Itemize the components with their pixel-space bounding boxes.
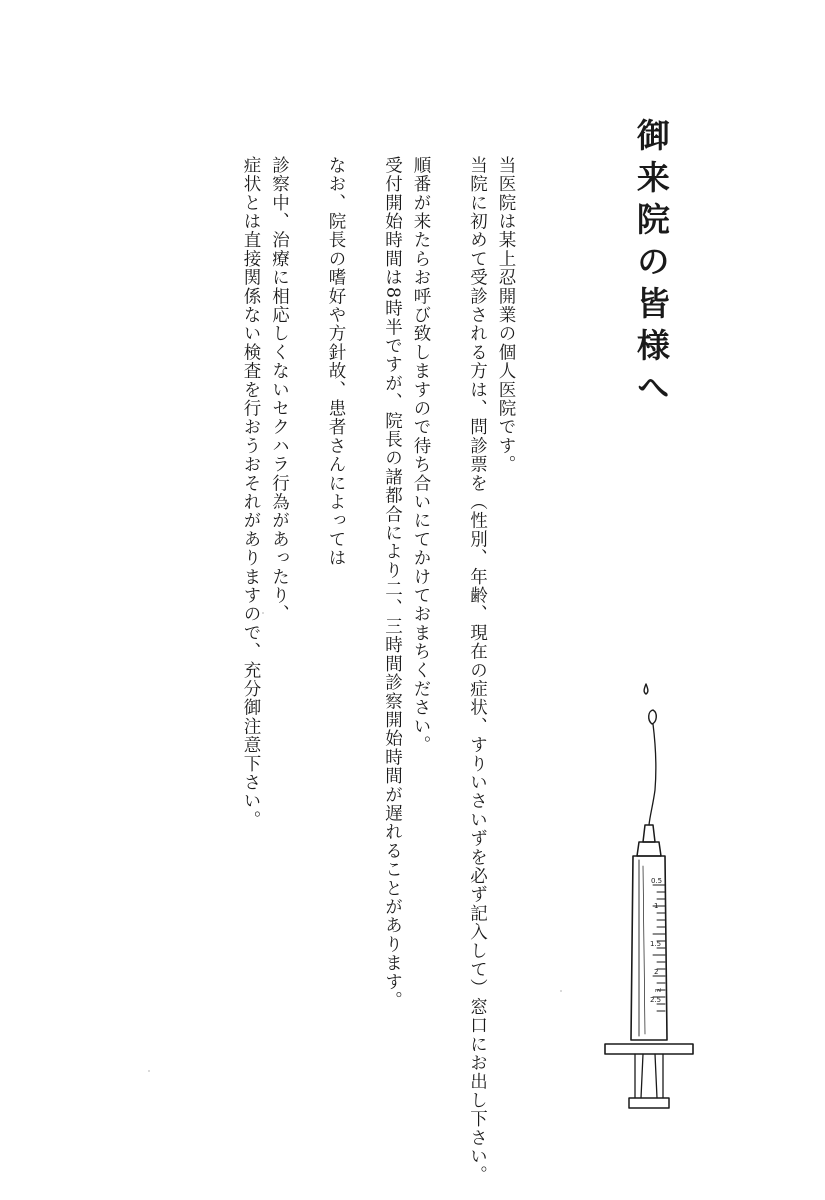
scale-label: 0.5 [651, 877, 663, 885]
notice-line: なお、院長の嗜好や方針故、患者さんによっては [326, 156, 346, 568]
notice-body [237, 156, 521, 1185]
scale-label: 1.5 [650, 940, 662, 948]
paper-speck [262, 612, 264, 614]
notice-line: 受付開始時間は8時半ですが、院長の諸都合により二、三時間診察開始時間が遅れることがあります。 [382, 156, 403, 1010]
notice-line: 当院に初めて受診される方は、問診票を（性別、年齢、現在の症状、すりいさいずを必ず記入して）窓口にお出し下さい。 [467, 156, 488, 1185]
needle [649, 724, 656, 825]
needle-tip-loop [649, 710, 657, 724]
droplet-icon [644, 684, 648, 694]
paper-speck [148, 1070, 150, 1072]
notice-line: 診察中、治療に相応しくないセクハラ行為があったり、 [269, 156, 290, 624]
scale-label: 1 [654, 902, 659, 910]
unit-label: ml [655, 988, 662, 994]
finger-flange [605, 1044, 693, 1054]
scale-label: 2 [654, 968, 659, 976]
needle-hub [643, 825, 655, 842]
syringe-illustration [595, 680, 705, 1110]
notice-line: 順番が来たらお呼び致しますので待ち合いにてかけておまちください。 [411, 156, 431, 755]
plunger [635, 1054, 663, 1098]
paper-speck [560, 990, 562, 992]
notice-line: 症状とは直接関係ない検査を行おうおそれがありますので、充分御注意下さい。 [241, 156, 261, 830]
plunger-cap [629, 1098, 669, 1108]
page-title: 御来院の皆様へ [631, 118, 671, 412]
scale-label: 2.5 [650, 996, 662, 1004]
notice-line: 当医院は某上忍開業の個人医院です。 [496, 156, 516, 474]
